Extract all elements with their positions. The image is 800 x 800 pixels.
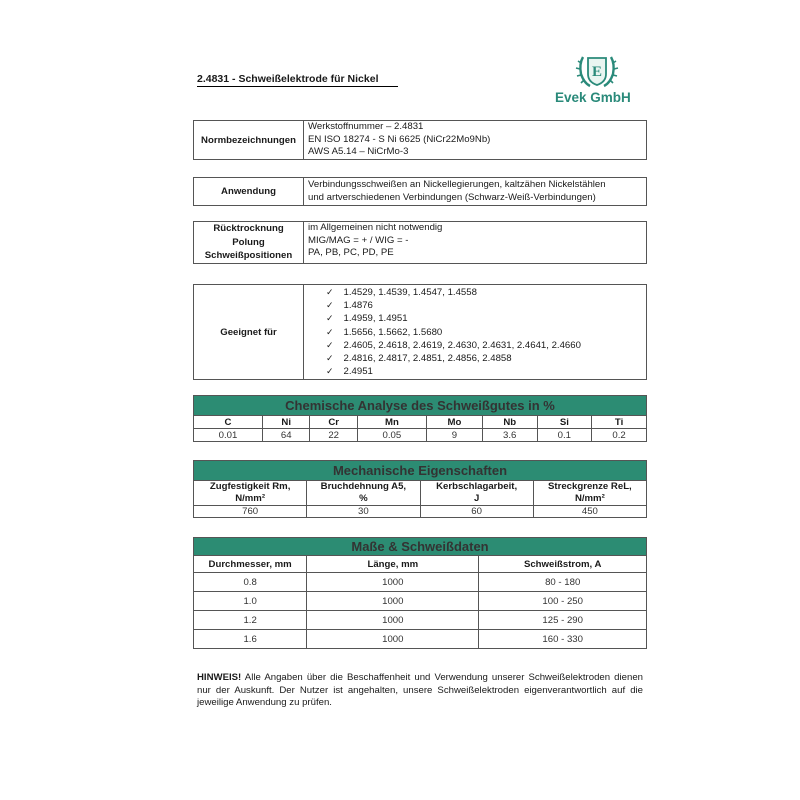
mech-value: 30 [307, 506, 420, 518]
properties-values [304, 222, 647, 264]
current-cell: 80 - 180 [479, 573, 647, 592]
chem-header: Mn [357, 416, 426, 429]
diameter-cell: 0.8 [194, 573, 307, 592]
material-item: ✓ 2.4816, 2.4817, 2.4851, 2.4856, 2.4858 [326, 352, 643, 365]
diameter-cell: 1.2 [194, 611, 307, 630]
mech-title: Mechanische Eigenschaften [194, 461, 647, 481]
masse-table [193, 537, 647, 649]
material-item: ✓ 2.4951 [326, 365, 643, 378]
mech-table [193, 460, 647, 518]
chem-value: 22 [310, 429, 357, 442]
chem-value: 9 [426, 429, 482, 442]
property-value: im Allgemeinen nicht notwendig [308, 222, 443, 233]
company-logo [553, 54, 643, 108]
logo-letter: E [591, 64, 603, 80]
length-cell: 1000 [307, 630, 479, 649]
diameter-cell: 1.0 [194, 592, 307, 611]
material-item: ✓ 1.5656, 1.5662, 1.5680 [326, 326, 643, 339]
chem-header: Cr [310, 416, 357, 429]
mech-value: 60 [420, 506, 533, 518]
property-label: Polung [232, 236, 265, 248]
disclaimer-note [197, 672, 643, 710]
chem-header: Ti [592, 416, 647, 429]
chem-header: Nb [482, 416, 537, 429]
material-item: ✓ 1.4876 [326, 299, 643, 312]
chem-header: C [194, 416, 263, 429]
property-label: Schweißpositionen [204, 250, 293, 261]
properties-table [193, 221, 647, 264]
masse-header: Länge, mm [307, 556, 479, 573]
mech-value: 450 [533, 506, 646, 518]
geeignet-table [193, 284, 647, 380]
material-item: ✓ 1.4529, 1.4539, 1.4547, 1.4558 [326, 286, 643, 299]
mech-header: Bruchdehnung A5, % [307, 481, 420, 506]
material-list [304, 285, 643, 379]
masse-header: Schweißstrom, A [479, 556, 647, 573]
mech-header: Zugfestigkeit Rm, N/mm² [194, 481, 307, 506]
disclaimer-text: Alle Angaben über die Beschaffenheit und Verwendung unserer Schweißelektroden dienen nur der Auskunft. Der Nutzer ist angehalten, unsere Schweißelektroden eigenverantwortlich auf die jeweilige Anwendung zu prüfen. [197, 672, 643, 708]
chem-value: 0.01 [194, 429, 263, 442]
anwendung-values [304, 178, 647, 206]
masse-header: Durchmesser, mm [194, 556, 307, 573]
norm-line: AWS A5.14 – NiCrMo-3 [308, 146, 409, 158]
chem-table [193, 395, 647, 442]
masse-title: Maße & Schweißdaten [194, 538, 647, 556]
geeignet-label: Geeignet für [194, 285, 304, 380]
chem-header: Mo [426, 416, 482, 429]
current-cell: 160 - 330 [479, 630, 647, 649]
norm-line: Werkstoffnummer – 2.4831 [308, 121, 424, 133]
anwendung-line: Verbindungsschweißen an Nickellegierungen, kaltzähen Nickelstählen [308, 179, 606, 190]
anwendung-label: Anwendung [194, 178, 304, 206]
chem-header: Ni [262, 416, 309, 429]
chem-title: Chemische Analyse des Schweißgutes in % [194, 396, 647, 416]
chem-header: Si [537, 416, 592, 429]
document-title: 2.4831 - Schweißelektrode für Nickel [197, 73, 398, 87]
table-row [194, 630, 647, 649]
mech-value: 760 [194, 506, 307, 518]
norm-line: EN ISO 18274 - S Ni 6625 (NiCr22Mo9Nb) [308, 133, 491, 145]
disclaimer-bold: HINWEIS! [197, 672, 242, 683]
properties-labels [194, 222, 304, 264]
norm-values [304, 121, 647, 160]
table-row [194, 573, 647, 592]
material-item: ✓ 1.4959, 1.4951 [326, 312, 643, 325]
crest-icon [575, 54, 619, 88]
material-item: ✓ 2.4605, 2.4618, 2.4619, 2.4630, 2.4631, 2.4641, 2.4660 [326, 339, 643, 352]
norm-label: Normbezeichnungen [194, 121, 304, 160]
chem-value: 0.05 [357, 429, 426, 442]
current-cell: 125 - 290 [479, 611, 647, 630]
table-row [194, 592, 647, 611]
anwendung-line: und artverschiedenen Verbindungen (Schwarz-Weiß-Verbindungen) [308, 191, 596, 203]
chem-value: 3.6 [482, 429, 537, 442]
current-cell: 100 - 250 [479, 592, 647, 611]
table-row [194, 611, 647, 630]
anwendung-table [193, 177, 647, 206]
diameter-cell: 1.6 [194, 630, 307, 649]
length-cell: 1000 [307, 592, 479, 611]
property-value: MIG/MAG = + / WIG = - [308, 234, 409, 246]
property-label: Rücktrocknung [213, 223, 284, 234]
length-cell: 1000 [307, 611, 479, 630]
norm-table [193, 120, 647, 160]
geeignet-values [304, 285, 647, 380]
mech-header: Streckgrenze ReL, N/mm² [533, 481, 646, 506]
property-value: PA, PB, PC, PD, PE [308, 247, 394, 258]
chem-value: 0.2 [592, 429, 647, 442]
mech-header: Kerbschlagarbeit, J [420, 481, 533, 506]
chem-value: 64 [262, 429, 309, 442]
length-cell: 1000 [307, 573, 479, 592]
logo-text: Evek GmbH [555, 90, 631, 105]
chem-value: 0.1 [537, 429, 592, 442]
